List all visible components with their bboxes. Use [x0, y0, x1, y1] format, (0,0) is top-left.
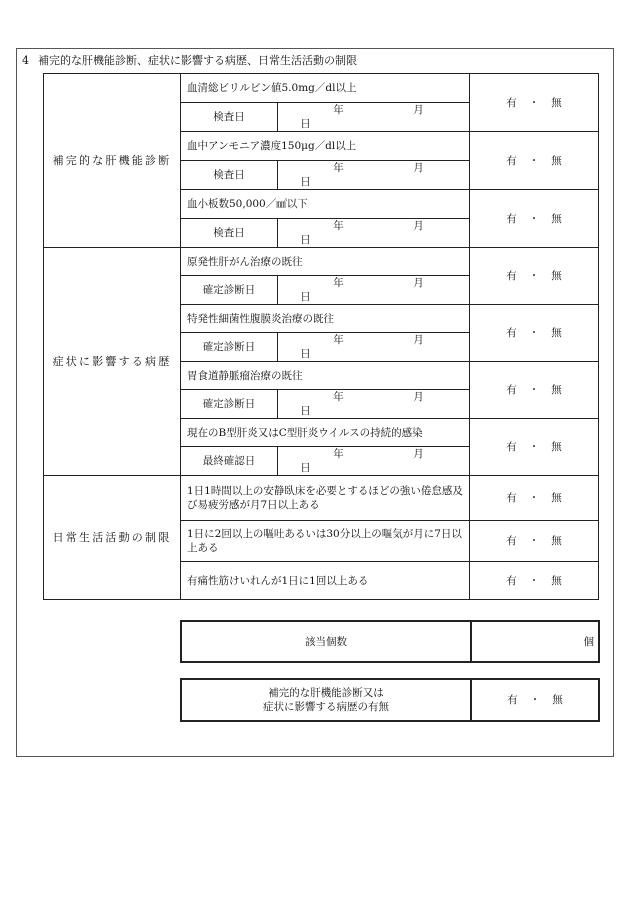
separator: ・ [528, 212, 540, 225]
year-unit: 年 [333, 162, 344, 174]
yes-no-final[interactable] [471, 679, 599, 721]
criterion-peritonitis: 特発性細菌性腹膜炎治療の既往 [181, 305, 470, 333]
date-label: 検査日 [181, 161, 278, 190]
separator: ・ [528, 492, 540, 504]
separator: ・ [528, 535, 540, 547]
yes-no-peritonitis[interactable] [470, 305, 599, 362]
no-option[interactable]: 無 [551, 327, 562, 339]
month-unit: 月 [413, 220, 424, 232]
yes-no-cramps[interactable] [470, 562, 599, 600]
date-label: 最終確認日 [181, 447, 278, 476]
separator: ・ [528, 154, 540, 167]
no-option[interactable]: 無 [551, 96, 562, 109]
date-label: 確定診断日 [181, 390, 278, 419]
section-heading [22, 54, 357, 68]
count-label: 該当個数 [181, 621, 471, 662]
count-unit: 個 [583, 635, 594, 648]
no-option[interactable]: 無 [551, 154, 562, 167]
yes-no-varices[interactable] [470, 362, 599, 419]
yes-option[interactable]: 有 [506, 535, 517, 547]
separator: ・ [529, 694, 541, 706]
date-field[interactable] [278, 333, 470, 362]
no-option[interactable]: 無 [551, 574, 562, 587]
date-field[interactable] [278, 103, 470, 132]
month-unit: 月 [413, 448, 424, 460]
year-unit: 年 [333, 220, 344, 232]
date-field[interactable] [278, 161, 470, 190]
yes-no-platelet[interactable] [470, 190, 599, 248]
yes-option[interactable]: 有 [507, 694, 518, 706]
separator: ・ [528, 441, 540, 453]
no-option[interactable]: 無 [551, 535, 562, 547]
month-unit: 月 [413, 391, 424, 403]
month-unit: 月 [413, 162, 424, 174]
day-unit: 日 [300, 176, 311, 188]
month-unit: 月 [413, 277, 424, 289]
separator: ・ [528, 327, 540, 339]
date-label: 検査日 [181, 219, 278, 248]
separator: ・ [528, 384, 540, 396]
yes-option[interactable]: 有 [506, 441, 517, 453]
category-daily-activity: 日常生活活動の制限 [44, 476, 181, 600]
date-field[interactable] [278, 276, 470, 305]
yes-option[interactable]: 有 [506, 327, 517, 339]
yes-no-liver-cancer[interactable] [470, 248, 599, 305]
date-label: 確定診断日 [181, 333, 278, 362]
day-unit: 日 [300, 462, 311, 474]
separator: ・ [528, 270, 540, 282]
criterion-bilirubin: 血清総ビリルビン値5.0mg／dl以上 [181, 74, 470, 103]
criterion-ammonia: 血中アンモニア濃度150μg／dl以上 [181, 132, 470, 161]
category-liver-diagnosis: 補完的な肝機能診断 [44, 74, 181, 248]
criterion-cramps: 有痛性筋けいれんが1日に1回以上ある [181, 562, 470, 600]
yes-no-hepatitis[interactable] [470, 419, 599, 476]
yes-no-vomiting[interactable] [470, 521, 599, 562]
section-title: 補完的な肝機能診断、症状に影響する病歴、日常生活活動の制限 [38, 54, 357, 67]
year-unit: 年 [333, 334, 344, 346]
yes-option[interactable]: 有 [506, 96, 517, 109]
final-label [181, 679, 471, 721]
date-field[interactable] [278, 447, 470, 476]
year-unit: 年 [333, 391, 344, 403]
day-unit: 日 [300, 234, 311, 246]
date-field[interactable] [278, 390, 470, 419]
criteria-table [43, 73, 599, 600]
yes-option[interactable]: 有 [506, 574, 517, 587]
yes-no-ammonia[interactable] [470, 132, 599, 190]
final-label-line1: 補完的な肝機能診断又は [268, 687, 384, 699]
final-table [180, 678, 600, 722]
yes-option[interactable]: 有 [506, 154, 517, 167]
category-medical-history: 症状に影響する病歴 [44, 248, 181, 476]
yes-no-bilirubin[interactable] [470, 74, 599, 132]
date-label: 検査日 [181, 103, 278, 132]
no-option[interactable]: 無 [551, 270, 562, 282]
separator: ・ [528, 574, 540, 587]
no-option[interactable]: 無 [551, 212, 562, 225]
yes-option[interactable]: 有 [506, 492, 517, 504]
day-unit: 日 [300, 348, 311, 360]
no-option[interactable]: 無 [551, 441, 562, 453]
day-unit: 日 [300, 118, 311, 130]
month-unit: 月 [413, 334, 424, 346]
month-unit: 月 [413, 104, 424, 116]
no-option[interactable]: 無 [552, 694, 563, 706]
criterion-platelet: 血小板数50,000／㎣以下 [181, 190, 470, 219]
criterion-liver-cancer: 原発性肝がん治療の既往 [181, 248, 470, 276]
count-table [180, 620, 600, 663]
final-label-line2: 症状に影響する病歴の有無 [263, 701, 389, 713]
count-field[interactable] [471, 621, 599, 662]
day-unit: 日 [300, 405, 311, 417]
yes-option[interactable]: 有 [506, 384, 517, 396]
year-unit: 年 [333, 448, 344, 460]
yes-no-fatigue[interactable] [470, 476, 599, 521]
criterion-vomiting: 1日に2回以上の嘔吐あるいは30分以上の嘔気が月に7日以上ある [181, 521, 470, 562]
no-option[interactable]: 無 [551, 492, 562, 504]
criterion-varices: 胃食道静脈瘤治療の既往 [181, 362, 470, 390]
criterion-hepatitis: 現在のB型肝炎又はC型肝炎ウイルスの持続的感染 [181, 419, 470, 447]
yes-option[interactable]: 有 [506, 212, 517, 225]
yes-option[interactable]: 有 [506, 270, 517, 282]
section-number: 4 [22, 54, 29, 67]
date-field[interactable] [278, 219, 470, 248]
criterion-fatigue: 1日1時間以上の安静臥床を必要とするほどの強い倦怠感及び易疲労感が月7日以上ある [181, 476, 470, 521]
date-label: 確定診断日 [181, 276, 278, 305]
year-unit: 年 [333, 104, 344, 116]
year-unit: 年 [333, 277, 344, 289]
day-unit: 日 [300, 291, 311, 303]
no-option[interactable]: 無 [551, 384, 562, 396]
separator: ・ [528, 96, 540, 109]
